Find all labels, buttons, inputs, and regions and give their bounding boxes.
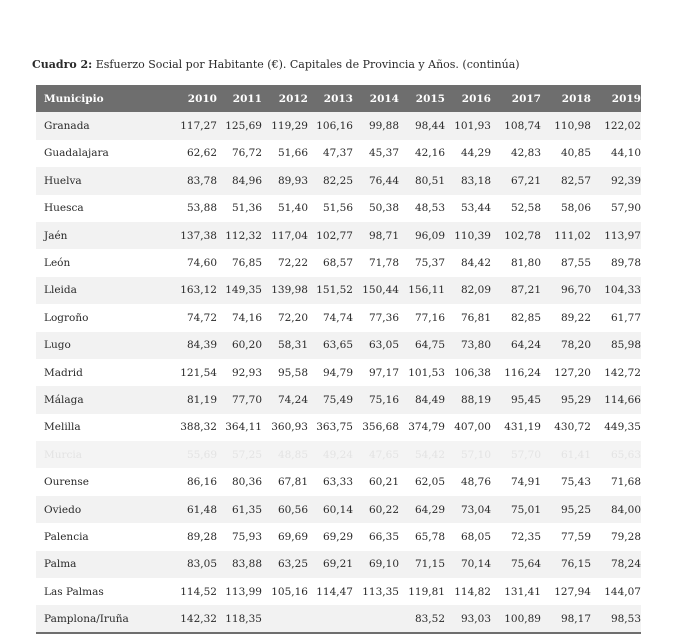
value-cell: 104,33 xyxy=(604,284,641,297)
value-cell: 113,35 xyxy=(362,585,399,598)
municipio-cell: Logroño xyxy=(44,311,89,324)
value-cell: 83,88 xyxy=(231,558,262,571)
header-year: 2011 xyxy=(232,92,262,105)
municipio-cell: Melilla xyxy=(44,421,81,434)
value-cell: 95,45 xyxy=(510,393,541,406)
value-cell: 364,11 xyxy=(225,421,262,434)
value-cell: 74,72 xyxy=(186,311,217,324)
value-cell: 84,96 xyxy=(231,174,262,187)
value-cell: 64,24 xyxy=(510,339,541,352)
value-cell: 106,16 xyxy=(316,120,353,133)
value-cell: 67,21 xyxy=(510,174,541,187)
value-cell: 58,31 xyxy=(277,339,308,352)
value-cell: 131,41 xyxy=(504,585,541,598)
value-cell: 84,42 xyxy=(460,257,491,270)
value-cell: 76,81 xyxy=(460,311,491,324)
value-cell: 127,20 xyxy=(554,366,591,379)
value-cell: 76,72 xyxy=(231,147,262,160)
table-row xyxy=(36,304,641,331)
value-cell: 98,44 xyxy=(414,120,445,133)
value-cell: 83,05 xyxy=(186,558,217,571)
municipio-cell: Pamplona/Iruña xyxy=(44,613,129,626)
value-cell: 54,42 xyxy=(414,448,445,461)
value-cell: 85,98 xyxy=(610,339,641,352)
value-cell: 53,88 xyxy=(186,202,217,215)
value-cell: 121,54 xyxy=(180,366,217,379)
value-cell: 78,20 xyxy=(560,339,591,352)
value-cell: 105,16 xyxy=(271,585,308,598)
table-row xyxy=(36,359,641,386)
value-cell: 84,00 xyxy=(610,503,641,516)
value-cell: 76,44 xyxy=(368,174,399,187)
value-cell: 77,36 xyxy=(368,311,399,324)
value-cell: 110,98 xyxy=(554,120,591,133)
value-cell: 60,21 xyxy=(368,476,399,489)
value-cell: 118,35 xyxy=(225,613,262,626)
value-cell: 112,32 xyxy=(225,229,262,242)
value-cell: 49,24 xyxy=(322,448,353,461)
value-cell: 113,97 xyxy=(604,229,641,242)
caption-label: Cuadro 2: xyxy=(32,58,93,71)
value-cell: 119,81 xyxy=(408,585,445,598)
municipio-cell: Guadalajara xyxy=(44,147,109,160)
value-cell: 78,24 xyxy=(610,558,641,571)
header-year: 2015 xyxy=(415,92,445,105)
value-cell: 101,53 xyxy=(408,366,445,379)
value-cell: 45,37 xyxy=(368,147,399,160)
value-cell: 47,65 xyxy=(368,448,399,461)
value-cell: 92,39 xyxy=(610,174,641,187)
municipio-cell: Lleida xyxy=(44,284,77,297)
municipio-cell: Málaga xyxy=(44,393,84,406)
value-cell: 55,69 xyxy=(186,448,217,461)
value-cell: 77,70 xyxy=(231,393,262,406)
value-cell: 40,85 xyxy=(560,147,591,160)
value-cell: 82,85 xyxy=(510,311,541,324)
value-cell: 137,38 xyxy=(180,229,217,242)
value-cell: 114,66 xyxy=(604,393,641,406)
value-cell: 44,29 xyxy=(460,147,491,160)
table-row xyxy=(36,249,641,276)
value-cell: 98,53 xyxy=(610,613,641,626)
value-cell: 48,53 xyxy=(414,202,445,215)
value-cell: 57,70 xyxy=(510,448,541,461)
table-row xyxy=(36,195,641,222)
value-cell: 73,80 xyxy=(460,339,491,352)
value-cell: 150,44 xyxy=(362,284,399,297)
value-cell: 42,16 xyxy=(414,147,445,160)
value-cell: 88,19 xyxy=(460,393,491,406)
value-cell: 83,18 xyxy=(460,174,491,187)
value-cell: 106,38 xyxy=(454,366,491,379)
value-cell: 89,93 xyxy=(277,174,308,187)
value-cell: 114,52 xyxy=(180,585,217,598)
value-cell: 82,57 xyxy=(560,174,591,187)
value-cell: 374,79 xyxy=(408,421,445,434)
value-cell: 116,24 xyxy=(504,366,541,379)
value-cell: 74,91 xyxy=(510,476,541,489)
value-cell: 69,10 xyxy=(368,558,399,571)
value-cell: 65,63 xyxy=(610,448,641,461)
value-cell: 77,59 xyxy=(560,530,591,543)
value-cell: 53,44 xyxy=(460,202,491,215)
value-cell: 57,90 xyxy=(610,202,641,215)
value-cell: 117,27 xyxy=(180,120,217,133)
value-cell: 92,93 xyxy=(231,366,262,379)
value-cell: 449,35 xyxy=(604,421,641,434)
value-cell: 57,25 xyxy=(231,448,262,461)
municipio-cell: Las Palmas xyxy=(44,585,104,598)
value-cell: 127,94 xyxy=(554,585,591,598)
value-cell: 97,17 xyxy=(368,366,399,379)
value-cell: 51,36 xyxy=(231,202,262,215)
value-cell: 142,32 xyxy=(180,613,217,626)
value-cell: 139,98 xyxy=(271,284,308,297)
header-year: 2012 xyxy=(278,92,308,105)
value-cell: 388,32 xyxy=(180,421,217,434)
value-cell: 144,07 xyxy=(604,585,641,598)
municipio-cell: Granada xyxy=(44,120,90,133)
header-year: 2010 xyxy=(187,92,217,105)
value-cell: 63,33 xyxy=(322,476,353,489)
value-cell: 142,72 xyxy=(604,366,641,379)
table-row xyxy=(36,222,641,249)
value-cell: 76,15 xyxy=(560,558,591,571)
table-row xyxy=(36,332,641,359)
value-cell: 61,35 xyxy=(231,503,262,516)
value-cell: 44,10 xyxy=(610,147,641,160)
value-cell: 163,12 xyxy=(180,284,217,297)
value-cell: 87,21 xyxy=(510,284,541,297)
value-cell: 57,10 xyxy=(460,448,491,461)
value-cell: 98,71 xyxy=(368,229,399,242)
value-cell: 75,93 xyxy=(231,530,262,543)
value-cell: 151,52 xyxy=(316,284,353,297)
value-cell: 98,17 xyxy=(560,613,591,626)
value-cell: 81,80 xyxy=(510,257,541,270)
table-row xyxy=(36,578,641,605)
value-cell: 363,75 xyxy=(316,421,353,434)
value-cell: 74,24 xyxy=(277,393,308,406)
value-cell: 69,69 xyxy=(277,530,308,543)
value-cell: 84,39 xyxy=(186,339,217,352)
value-cell: 77,16 xyxy=(414,311,445,324)
value-cell: 69,29 xyxy=(322,530,353,543)
header-year: 2013 xyxy=(323,92,353,105)
value-cell: 122,02 xyxy=(604,120,641,133)
value-cell: 75,37 xyxy=(414,257,445,270)
value-cell: 51,40 xyxy=(277,202,308,215)
municipio-cell: Jaén xyxy=(44,229,68,242)
value-cell: 74,74 xyxy=(322,311,353,324)
value-cell: 125,69 xyxy=(225,120,262,133)
value-cell: 111,02 xyxy=(554,229,591,242)
value-cell: 119,29 xyxy=(271,120,308,133)
value-cell: 75,43 xyxy=(560,476,591,489)
value-cell: 82,09 xyxy=(460,284,491,297)
value-cell: 83,52 xyxy=(414,613,445,626)
value-cell: 63,25 xyxy=(277,558,308,571)
value-cell: 89,28 xyxy=(186,530,217,543)
value-cell: 70,14 xyxy=(460,558,491,571)
value-cell: 75,49 xyxy=(322,393,353,406)
value-cell: 66,35 xyxy=(368,530,399,543)
municipio-cell: Ourense xyxy=(44,476,89,489)
table-row xyxy=(36,414,641,441)
value-cell: 71,15 xyxy=(414,558,445,571)
value-cell: 63,65 xyxy=(322,339,353,352)
value-cell: 61,41 xyxy=(560,448,591,461)
value-cell: 61,77 xyxy=(610,311,641,324)
table-row xyxy=(36,523,641,550)
value-cell: 356,68 xyxy=(362,421,399,434)
value-cell: 94,79 xyxy=(322,366,353,379)
table-row xyxy=(36,468,641,495)
value-cell: 64,29 xyxy=(414,503,445,516)
municipio-cell: Oviedo xyxy=(44,503,82,516)
value-cell: 100,89 xyxy=(504,613,541,626)
header-year: 2017 xyxy=(511,92,541,105)
value-cell: 80,36 xyxy=(231,476,262,489)
value-cell: 360,93 xyxy=(271,421,308,434)
value-cell: 96,09 xyxy=(414,229,445,242)
value-cell: 114,82 xyxy=(454,585,491,598)
value-cell: 72,35 xyxy=(510,530,541,543)
value-cell: 149,35 xyxy=(225,284,262,297)
header-municipio: Municipio xyxy=(44,92,104,105)
table-caption xyxy=(32,58,520,71)
value-cell: 99,88 xyxy=(368,120,399,133)
table-row xyxy=(36,605,641,632)
header-row xyxy=(36,85,641,112)
value-cell: 68,57 xyxy=(322,257,353,270)
value-cell: 64,75 xyxy=(414,339,445,352)
value-cell: 113,99 xyxy=(225,585,262,598)
municipio-cell: Madrid xyxy=(44,366,83,379)
value-cell: 89,22 xyxy=(560,311,591,324)
municipio-cell: Huelva xyxy=(44,174,82,187)
value-cell: 95,29 xyxy=(560,393,591,406)
value-cell: 84,49 xyxy=(414,393,445,406)
table-bottom-rule xyxy=(36,632,641,634)
value-cell: 65,78 xyxy=(414,530,445,543)
value-cell: 61,48 xyxy=(186,503,217,516)
table-row xyxy=(36,386,641,413)
value-cell: 89,78 xyxy=(610,257,641,270)
header-year: 2016 xyxy=(461,92,491,105)
table-row xyxy=(36,551,641,578)
social-effort-table xyxy=(36,85,641,633)
municipio-cell: Huesca xyxy=(44,202,84,215)
value-cell xyxy=(262,605,308,632)
table-body xyxy=(36,112,641,632)
value-cell: 102,78 xyxy=(504,229,541,242)
table-row xyxy=(36,441,641,468)
value-cell: 407,00 xyxy=(454,421,491,434)
value-cell: 87,55 xyxy=(560,257,591,270)
value-cell: 63,05 xyxy=(368,339,399,352)
value-cell: 50,38 xyxy=(368,202,399,215)
municipio-cell: Palma xyxy=(44,558,77,571)
caption-text: Esfuerzo Social por Habitante (€). Capitales de Provincia y Años. (continúa) xyxy=(95,58,520,71)
value-cell: 52,58 xyxy=(510,202,541,215)
value-cell: 42,83 xyxy=(510,147,541,160)
value-cell: 80,51 xyxy=(414,174,445,187)
value-cell: 117,04 xyxy=(271,229,308,242)
value-cell: 75,64 xyxy=(510,558,541,571)
header-year: 2014 xyxy=(369,92,399,105)
value-cell: 95,25 xyxy=(560,503,591,516)
table-row xyxy=(36,112,641,139)
value-cell: 72,22 xyxy=(277,257,308,270)
value-cell: 83,78 xyxy=(186,174,217,187)
table-header xyxy=(36,85,641,112)
municipio-cell: Palencia xyxy=(44,530,89,543)
value-cell: 60,20 xyxy=(231,339,262,352)
municipio-cell: Lugo xyxy=(44,339,71,352)
value-cell: 110,39 xyxy=(454,229,491,242)
value-cell: 101,93 xyxy=(454,120,491,133)
value-cell: 48,76 xyxy=(460,476,491,489)
value-cell: 62,05 xyxy=(414,476,445,489)
value-cell: 47,37 xyxy=(322,147,353,160)
value-cell xyxy=(353,605,399,632)
value-cell: 68,05 xyxy=(460,530,491,543)
value-cell: 71,68 xyxy=(610,476,641,489)
value-cell: 156,11 xyxy=(408,284,445,297)
value-cell: 95,58 xyxy=(277,366,308,379)
value-cell: 71,78 xyxy=(368,257,399,270)
value-cell: 75,16 xyxy=(368,393,399,406)
value-cell: 114,47 xyxy=(316,585,353,598)
table-row xyxy=(36,496,641,523)
table-row xyxy=(36,140,641,167)
value-cell: 96,70 xyxy=(560,284,591,297)
value-cell: 79,28 xyxy=(610,530,641,543)
value-cell: 58,06 xyxy=(560,202,591,215)
value-cell: 430,72 xyxy=(554,421,591,434)
value-cell: 60,56 xyxy=(277,503,308,516)
value-cell: 51,66 xyxy=(277,147,308,160)
value-cell: 431,19 xyxy=(504,421,541,434)
table-row xyxy=(36,167,641,194)
value-cell: 48,85 xyxy=(277,448,308,461)
value-cell: 108,74 xyxy=(504,120,541,133)
value-cell: 86,16 xyxy=(186,476,217,489)
value-cell xyxy=(308,605,353,632)
header-year: 2018 xyxy=(561,92,591,105)
value-cell: 72,20 xyxy=(277,311,308,324)
municipio-cell: León xyxy=(44,257,71,270)
table-row xyxy=(36,277,641,304)
value-cell: 102,77 xyxy=(316,229,353,242)
value-cell: 69,21 xyxy=(322,558,353,571)
value-cell: 76,85 xyxy=(231,257,262,270)
value-cell: 74,60 xyxy=(186,257,217,270)
value-cell: 67,81 xyxy=(277,476,308,489)
value-cell: 51,56 xyxy=(322,202,353,215)
value-cell: 81,19 xyxy=(186,393,217,406)
municipio-cell: Murcia xyxy=(44,448,83,461)
value-cell: 62,62 xyxy=(186,147,217,160)
value-cell: 74,16 xyxy=(231,311,262,324)
value-cell: 93,03 xyxy=(460,613,491,626)
value-cell: 60,14 xyxy=(322,503,353,516)
value-cell: 75,01 xyxy=(510,503,541,516)
value-cell: 60,22 xyxy=(368,503,399,516)
value-cell: 73,04 xyxy=(460,503,491,516)
header-year: 2019 xyxy=(611,92,641,105)
value-cell: 82,25 xyxy=(322,174,353,187)
